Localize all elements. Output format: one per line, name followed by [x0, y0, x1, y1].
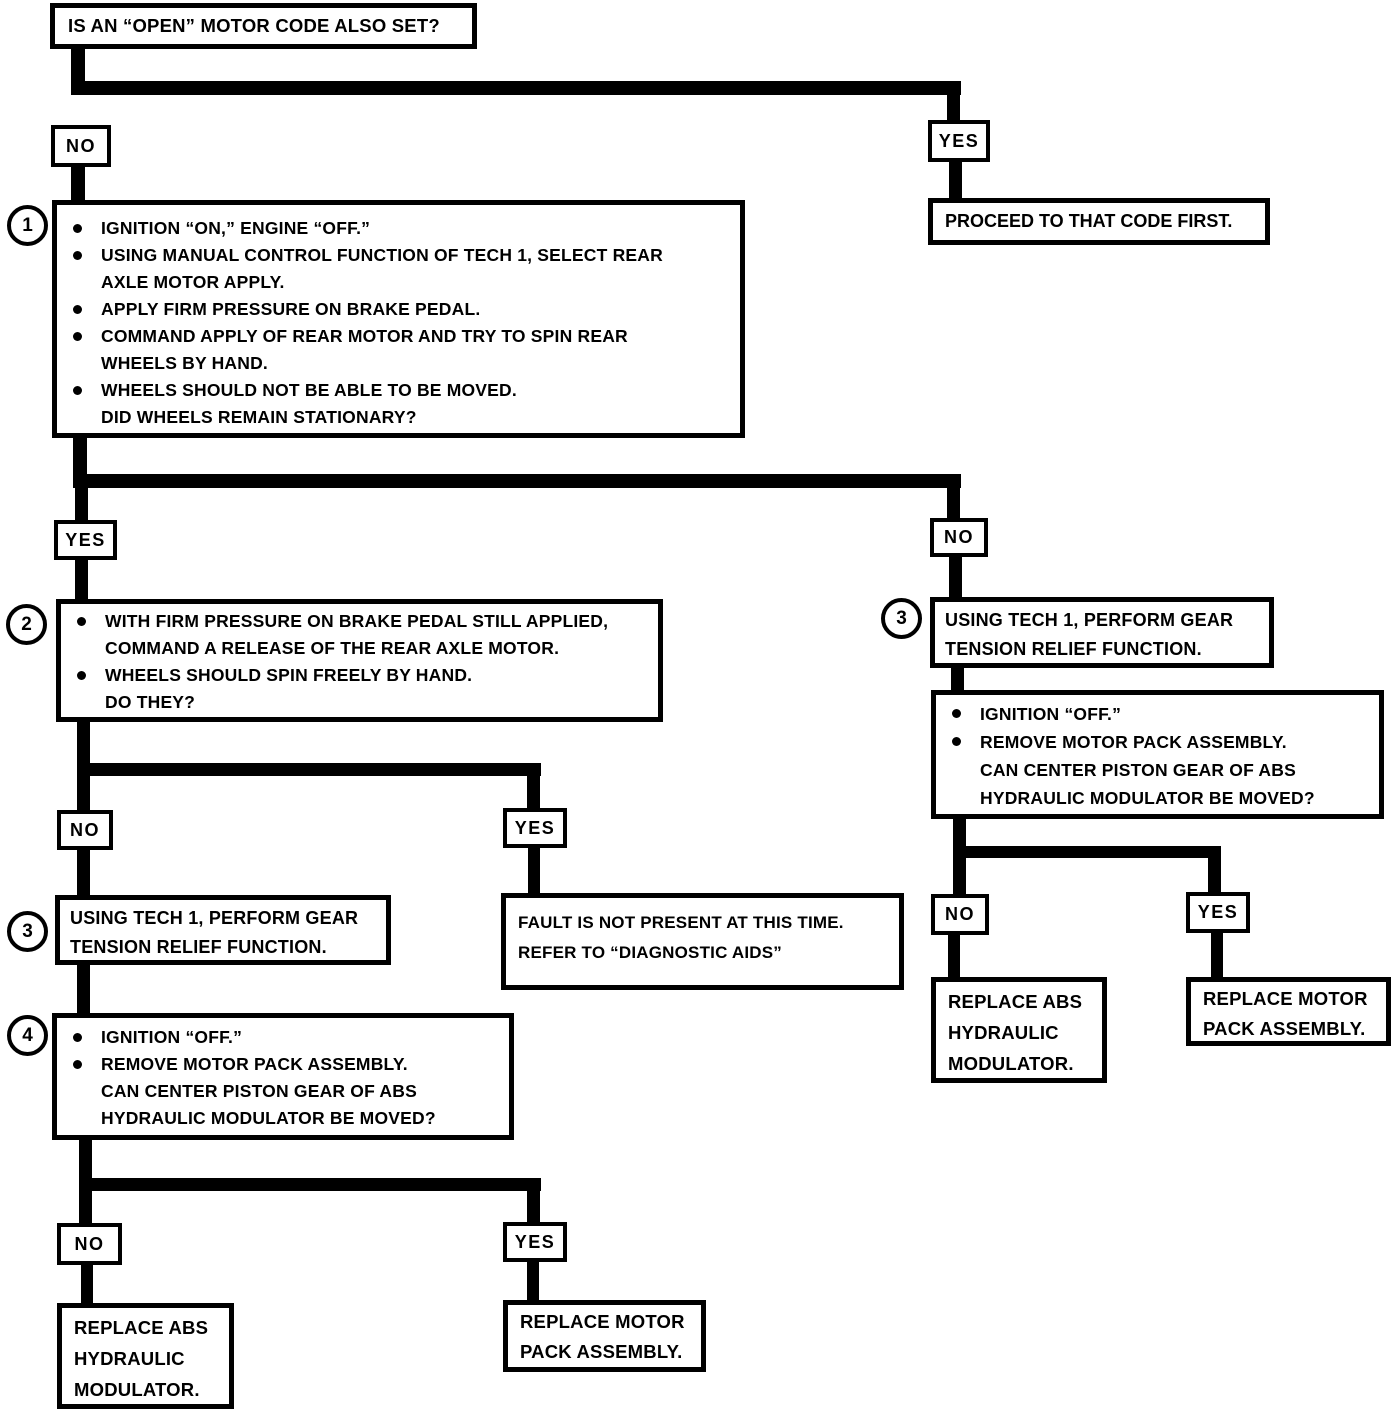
replace-motor-line: PACK ASSEMBLY.	[520, 1341, 683, 1362]
connector	[1211, 931, 1223, 978]
text-row	[57, 350, 740, 377]
connector	[527, 763, 540, 809]
step2-line: WITH FIRM PRESSURE ON BRAKE PEDAL STILL APPLIED,	[105, 611, 609, 631]
step1-line: DID WHEELS REMAIN STATIONARY?	[101, 407, 417, 427]
replace-abs-line: MODULATOR.	[948, 1053, 1074, 1074]
connector	[77, 962, 90, 1014]
connector	[947, 488, 960, 520]
connector	[948, 933, 960, 978]
branch-label-step1-yes: YES	[54, 520, 117, 560]
replace-motor-line: PACK ASSEMBLY.	[1203, 1018, 1366, 1039]
step2-box	[56, 599, 663, 722]
connector	[73, 474, 961, 488]
bullet-row	[936, 728, 1379, 756]
step4-line: REMOVE MOTOR PACK ASSEMBLY.	[101, 1054, 408, 1074]
step-number-1: 1	[7, 205, 48, 246]
step-number-3-left: 3	[7, 911, 48, 952]
bullet-icon	[73, 1033, 82, 1042]
step3-right-line: USING TECH 1, PERFORM GEAR	[945, 610, 1234, 630]
step-number-3-right: 3	[881, 598, 922, 639]
text-row	[57, 1105, 509, 1132]
replace-abs-line: MODULATOR.	[74, 1379, 200, 1400]
step2-line: DO THEY?	[105, 692, 196, 712]
bullet-icon	[77, 671, 86, 680]
branch-label-step2-no: NO	[57, 810, 113, 850]
replace-abs-line: HYDRAULIC	[74, 1348, 185, 1369]
bullet-icon	[73, 251, 82, 260]
step4-right-line: HYDRAULIC MODULATOR BE MOVED?	[980, 788, 1315, 808]
text-row	[57, 269, 740, 296]
root-question-box	[50, 3, 477, 49]
step3-right-box	[930, 597, 1274, 668]
step3-left-line: USING TECH 1, PERFORM GEAR	[70, 908, 359, 928]
connector	[81, 1263, 93, 1304]
replace-abs-line: REPLACE ABS	[948, 991, 1083, 1012]
bullet-row	[57, 215, 740, 242]
text-row	[57, 404, 740, 431]
step4-left-box	[52, 1013, 514, 1140]
connector	[1208, 846, 1221, 893]
step4-right-line: REMOVE MOTOR PACK ASSEMBLY.	[980, 732, 1287, 752]
step4-line: IGNITION “OFF.”	[101, 1027, 243, 1047]
step3-left-box	[55, 895, 391, 965]
proceed-result-text: PROCEED TO THAT CODE FIRST.	[945, 211, 1233, 231]
connector	[527, 1260, 539, 1301]
bullet-icon	[73, 305, 82, 314]
step1-line: APPLY FIRM PRESSURE ON BRAKE PEDAL.	[101, 299, 481, 319]
connector	[75, 488, 88, 522]
fault-line: REFER TO “DIAGNOSTIC AIDS”	[518, 943, 782, 962]
connector	[77, 763, 541, 776]
connector	[528, 846, 540, 894]
branch-label-step4-no: NO	[57, 1223, 122, 1265]
connector	[947, 81, 960, 122]
root-question-text: IS AN “OPEN” MOTOR CODE ALSO SET?	[68, 15, 440, 36]
step4-right-line: CAN CENTER PISTON GEAR OF ABS	[980, 760, 1296, 780]
branch-label-step1-no: NO	[930, 518, 988, 557]
branch-label-root-yes: YES	[928, 120, 990, 162]
bullet-icon	[952, 709, 961, 718]
step1-box	[52, 200, 745, 438]
bullet-icon	[952, 737, 961, 746]
text-row	[57, 1078, 509, 1105]
replace-motor-line: REPLACE MOTOR	[520, 1311, 685, 1332]
bullet-icon	[73, 332, 82, 341]
bullet-row	[57, 377, 740, 404]
text-row	[61, 689, 658, 716]
step1-line: IGNITION “ON,” ENGINE “OFF.”	[101, 218, 371, 238]
branch-label-step2-yes: YES	[503, 808, 567, 848]
connector	[71, 81, 961, 95]
bullet-row	[61, 662, 658, 689]
replace-abs-line: HYDRAULIC	[948, 1022, 1059, 1043]
replace-motor-right-box	[1186, 977, 1391, 1046]
text-row	[936, 784, 1379, 812]
connector	[75, 558, 88, 601]
step1-line: AXLE MOTOR APPLY.	[101, 272, 285, 292]
step1-line: WHEELS SHOULD NOT BE ABLE TO BE MOVED.	[101, 380, 517, 400]
bullet-row	[57, 1024, 509, 1051]
connector	[951, 666, 964, 692]
bullet-row	[57, 296, 740, 323]
bullet-row	[57, 1051, 509, 1078]
branch-label-step4-right-yes: YES	[1186, 892, 1250, 933]
connector	[77, 848, 90, 896]
step3-right-line: TENSION RELIEF FUNCTION.	[945, 639, 1202, 659]
connector	[79, 1178, 541, 1191]
proceed-result-box	[928, 198, 1270, 245]
bullet-row	[57, 323, 740, 350]
replace-motor-line: REPLACE MOTOR	[1203, 988, 1368, 1009]
connector	[953, 846, 1221, 858]
replace-abs-left-box	[57, 1303, 234, 1409]
step2-line: WHEELS SHOULD SPIN FREELY BY HAND.	[105, 665, 473, 685]
step4-line: CAN CENTER PISTON GEAR OF ABS	[101, 1081, 417, 1101]
step4-line: HYDRAULIC MODULATOR BE MOVED?	[101, 1108, 436, 1128]
step-number-2: 2	[6, 604, 47, 645]
bullet-icon	[73, 1060, 82, 1069]
fault-line: FAULT IS NOT PRESENT AT THIS TIME.	[518, 913, 844, 932]
text-row	[936, 756, 1379, 784]
connector	[949, 160, 962, 200]
step4-right-line: IGNITION “OFF.”	[980, 704, 1122, 724]
bullet-row	[936, 700, 1379, 728]
bullet-icon	[73, 386, 82, 395]
connector	[527, 1178, 540, 1223]
step1-line: COMMAND APPLY OF REAR MOTOR AND TRY TO SPIN REAR	[101, 326, 628, 346]
connector	[71, 163, 85, 202]
branch-label-step4-yes: YES	[503, 1222, 567, 1262]
replace-motor-left-box	[503, 1300, 706, 1372]
bullet-row	[61, 608, 658, 635]
bullet-icon	[73, 224, 82, 233]
step-number-4: 4	[7, 1015, 48, 1056]
bullet-icon	[77, 617, 86, 626]
text-row	[61, 635, 658, 662]
fault-result-box	[501, 893, 904, 990]
step1-line: USING MANUAL CONTROL FUNCTION OF TECH 1, SELECT REAR	[101, 245, 663, 265]
replace-abs-line: REPLACE ABS	[74, 1317, 209, 1338]
branch-label-step4-right-no: NO	[931, 894, 989, 935]
step3-left-line: TENSION RELIEF FUNCTION.	[70, 937, 327, 957]
step1-line: WHEELS BY HAND.	[101, 353, 268, 373]
step4-right-box	[931, 690, 1384, 819]
bullet-row	[57, 242, 740, 269]
step2-line: COMMAND A RELEASE OF THE REAR AXLE MOTOR.	[105, 638, 560, 658]
branch-label-root-no: NO	[51, 125, 111, 167]
replace-abs-right-box	[931, 977, 1107, 1083]
connector	[949, 555, 962, 599]
